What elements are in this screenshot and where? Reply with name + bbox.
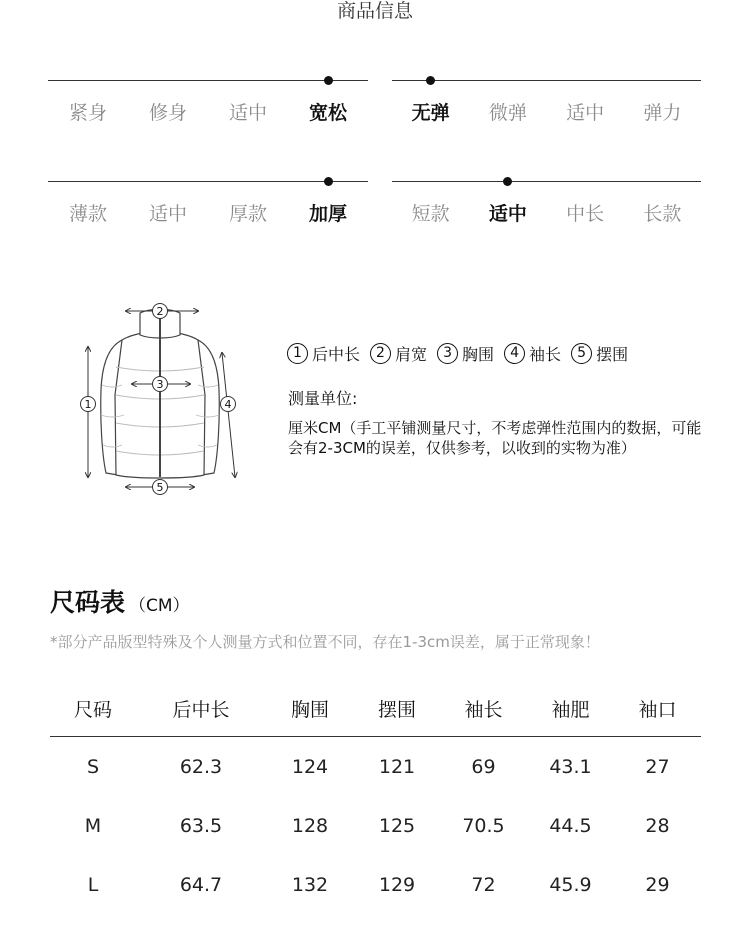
thickness-option-medium: 适中 (148, 203, 187, 225)
scale-indicator-dot (324, 76, 333, 85)
table-cell: M (84, 814, 102, 837)
legend-item-shoulder (370, 342, 427, 365)
scale-line (392, 80, 701, 81)
sleeve-length-arrow (222, 353, 235, 477)
legend-label: 肩宽 (395, 345, 428, 364)
table-cell: 121 (378, 755, 416, 778)
table-cell: 128 (291, 814, 329, 837)
fit-option-loose: 宽松 (308, 102, 347, 124)
legend-number: 3 (437, 343, 458, 364)
legend-item-sleeve (504, 342, 561, 365)
table-row (50, 737, 701, 797)
jacket-measurement-diagram (70, 295, 250, 500)
unit-title: 测量单位: (288, 389, 358, 408)
legend-item-hem (571, 342, 628, 365)
scale-line (392, 181, 701, 182)
column-header: 袖长 (440, 680, 527, 737)
svg-text:3: 3 (156, 378, 164, 391)
unit-note: 厘米CM（手工平铺测量尺寸，不考虑弹性范围内的数据，可能会有2-3CM的误差，仅供参考，以收到的实物为准） (288, 419, 702, 457)
page-title: 商品信息 (336, 0, 413, 22)
table-row (50, 855, 701, 914)
scale-indicator-dot (503, 177, 512, 186)
column-header: 袖口 (614, 680, 701, 737)
table-header-row (50, 680, 701, 737)
marker-5 (153, 480, 168, 495)
size-chart-unit: （CM） (129, 596, 190, 616)
table-cell: 27 (645, 755, 670, 778)
size-table (50, 680, 701, 914)
marker-4 (221, 397, 236, 412)
scale-indicator-dot (426, 76, 435, 85)
legend-label: 摆围 (596, 345, 629, 364)
table-cell: 45.9 (549, 873, 592, 896)
fit-option-tight: 紧身 (68, 102, 107, 124)
svg-text:1: 1 (84, 398, 92, 411)
elasticity-option-stretch: 弹力 (643, 102, 682, 124)
legend-label: 胸围 (462, 345, 495, 364)
column-header: 后中长 (136, 680, 266, 737)
scale-line (48, 181, 368, 182)
svg-text:4: 4 (224, 398, 232, 411)
elasticity-option-slight: 微弹 (488, 102, 527, 124)
table-cell: 28 (645, 814, 670, 837)
thickness-option-thin: 薄款 (68, 203, 107, 225)
marker-2 (153, 304, 168, 319)
legend-label: 后中长 (312, 345, 361, 364)
svg-text:5: 5 (156, 481, 164, 494)
table-cell: 62.3 (179, 755, 223, 778)
length-option-regular: 适中 (488, 203, 527, 225)
fit-option-slim: 修身 (148, 102, 187, 124)
column-header: 胸围 (266, 680, 354, 737)
legend-number: 2 (370, 343, 391, 364)
length-option-long: 长款 (643, 203, 682, 225)
measurement-legend (287, 342, 638, 365)
fit-option-regular: 适中 (228, 102, 267, 124)
table-cell: 72 (471, 873, 496, 896)
legend-number: 4 (504, 343, 525, 364)
thickness-option-extra-thick: 加厚 (308, 203, 347, 225)
legend-item-chest (437, 342, 494, 365)
legend-label: 袖长 (529, 345, 562, 364)
table-cell: 129 (378, 873, 416, 896)
legend-item-back-length (287, 342, 360, 365)
table-row (50, 796, 701, 855)
marker-3 (153, 377, 168, 392)
table-cell: S (86, 755, 100, 778)
table-cell: 69 (471, 755, 496, 778)
table-cell: 63.5 (179, 814, 223, 837)
legend-number: 5 (571, 343, 592, 364)
table-cell: 125 (378, 814, 416, 837)
size-chart-title (50, 583, 190, 619)
column-header: 袖肥 (527, 680, 614, 737)
size-chart-title-text: 尺码表 (50, 588, 126, 617)
thickness-option-thick: 厚款 (228, 203, 267, 225)
length-option-short: 短款 (411, 203, 450, 225)
scale-indicator-dot (324, 177, 333, 186)
table-cell: L (87, 873, 99, 896)
legend-number: 1 (287, 343, 308, 364)
table-cell: 124 (291, 755, 329, 778)
column-header: 摆围 (354, 680, 440, 737)
table-cell: 132 (291, 873, 329, 896)
elasticity-option-medium: 适中 (566, 102, 605, 124)
elasticity-option-none: 无弹 (411, 102, 450, 124)
table-cell: 70.5 (462, 814, 505, 837)
scale-line (48, 80, 368, 81)
table-cell: 44.5 (549, 814, 592, 837)
table-cell: 64.7 (179, 873, 223, 896)
length-option-mid: 中长 (566, 203, 605, 225)
svg-text:2: 2 (156, 305, 164, 318)
size-chart-disclaimer: *部分产品版型特殊及个人测量方式和位置不同，存在1-3cm误差，属于正常现象！ (50, 633, 600, 651)
column-header: 尺码 (50, 680, 136, 737)
table-cell: 29 (645, 873, 670, 896)
table-cell: 43.1 (549, 755, 592, 778)
marker-1 (81, 397, 96, 412)
